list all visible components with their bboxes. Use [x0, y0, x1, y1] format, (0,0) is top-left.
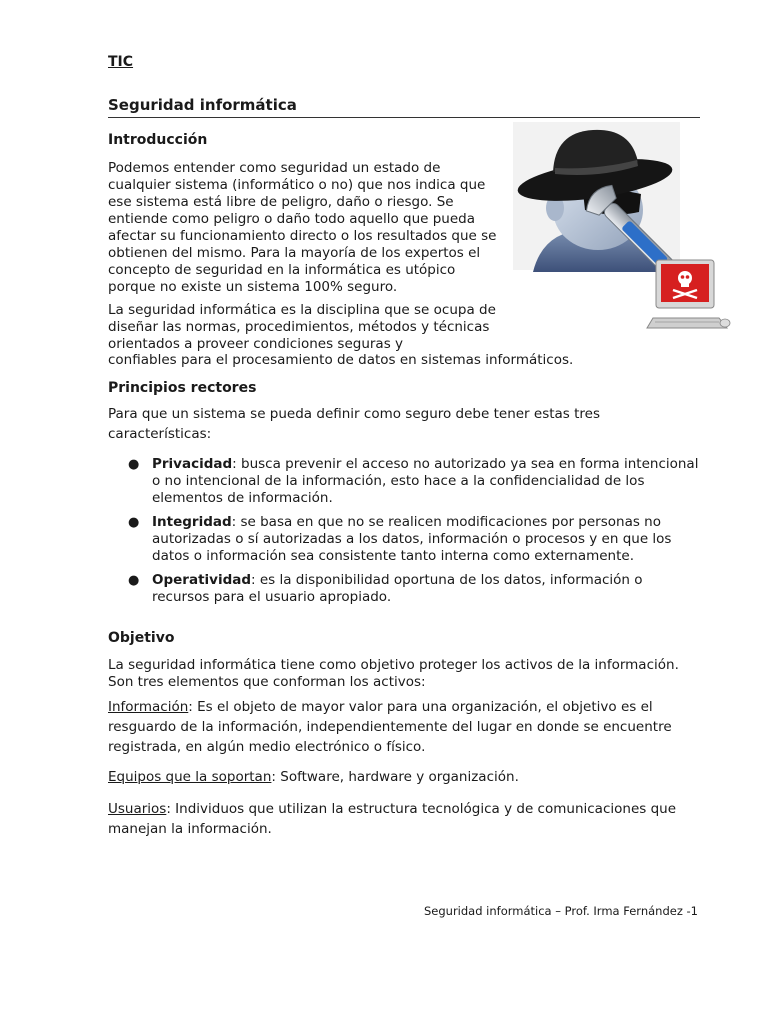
asset-text: : Software, hardware y organización.: [271, 769, 519, 785]
asset-term: Usuarios: [108, 801, 167, 817]
intro-paragraph-2b: confiables para el procesamiento de datos en sistemas informáticos.: [108, 352, 574, 368]
page-footer: Seguridad informática – Prof. Irma Fernández -1: [423, 904, 698, 918]
principle-term: Integridad: [152, 514, 232, 530]
asset-term: Equipos que la soportan: [108, 769, 272, 785]
list-item: [108, 514, 700, 565]
bullet-icon: ●: [128, 573, 140, 588]
asset-term: Información: [108, 699, 189, 715]
asset-equipment: [108, 767, 703, 787]
principle-text: : es la disponibilidad oportuna de los datos, información o recursos para el usuario apropiado.: [152, 572, 643, 605]
principles-list: [108, 456, 700, 613]
intro-heading: Introducción: [108, 132, 208, 148]
asset-text: : Individuos que utilizan la estructura tecnológica y de comunicaciones que manejan la información.: [108, 801, 677, 837]
bullet-icon: ●: [128, 457, 140, 472]
principle-text: : se basa en que no se realicen modificaciones por personas no autorizadas o sí autorizadas a los datos, información o procesos y en que los datos o información sea consistente tanto interna como externamente.: [152, 514, 672, 564]
principle-term: Privacidad: [152, 456, 233, 472]
list-item: [108, 572, 700, 606]
asset-text: : Es el objeto de mayor valor para una organización, el objetivo es el resguardo de la información, independientemente del lugar en donde se encuentre registrada, en algún medio electrónico o físico.: [108, 699, 672, 755]
intro-paragraph-1: Podemos entender como seguridad un estado de cualquier sistema (informático o no) que nos indica que ese sistema está libre de peligro, daño o riesgo. Se entiende como peligro o daño todo aquello que pueda afectar su funcionamiento directo o los resultados que se obtienen del mismo. Para la mayoría de los expertos el concepto de seguridad en la informática es utópico porque no existe un sistema 100% seguro.: [108, 160, 497, 295]
principle-term: Operatividad: [152, 572, 252, 588]
asset-users: [108, 799, 703, 839]
hacker-spy-icon: [513, 122, 733, 337]
principles-intro: Para que un sistema se pueda definir como seguro debe tener estas tres características:: [108, 406, 601, 442]
intro-paragraph-2a: La seguridad informática es la disciplina que se ocupa de diseñar las normas, procedimientos, métodos y técnicas orientados a proveer condiciones seguras y: [108, 302, 496, 352]
document-title: Seguridad informática: [108, 96, 700, 118]
header-label: TIC: [108, 54, 134, 70]
list-item: [108, 456, 700, 507]
bullet-icon: ●: [128, 515, 140, 530]
objective-heading: Objetivo: [108, 630, 175, 646]
principle-text: : busca prevenir el acceso no autorizado ya sea en forma intencional o no intencional de la información, esto hace a la confidencialidad de los elementos de información.: [152, 456, 699, 506]
principles-heading: Principios rectores: [108, 380, 257, 396]
asset-information: [108, 697, 703, 757]
objective-intro: La seguridad informática tiene como objetivo proteger los activos de la información. Son tres elementos que conforman los activos:: [108, 657, 679, 690]
